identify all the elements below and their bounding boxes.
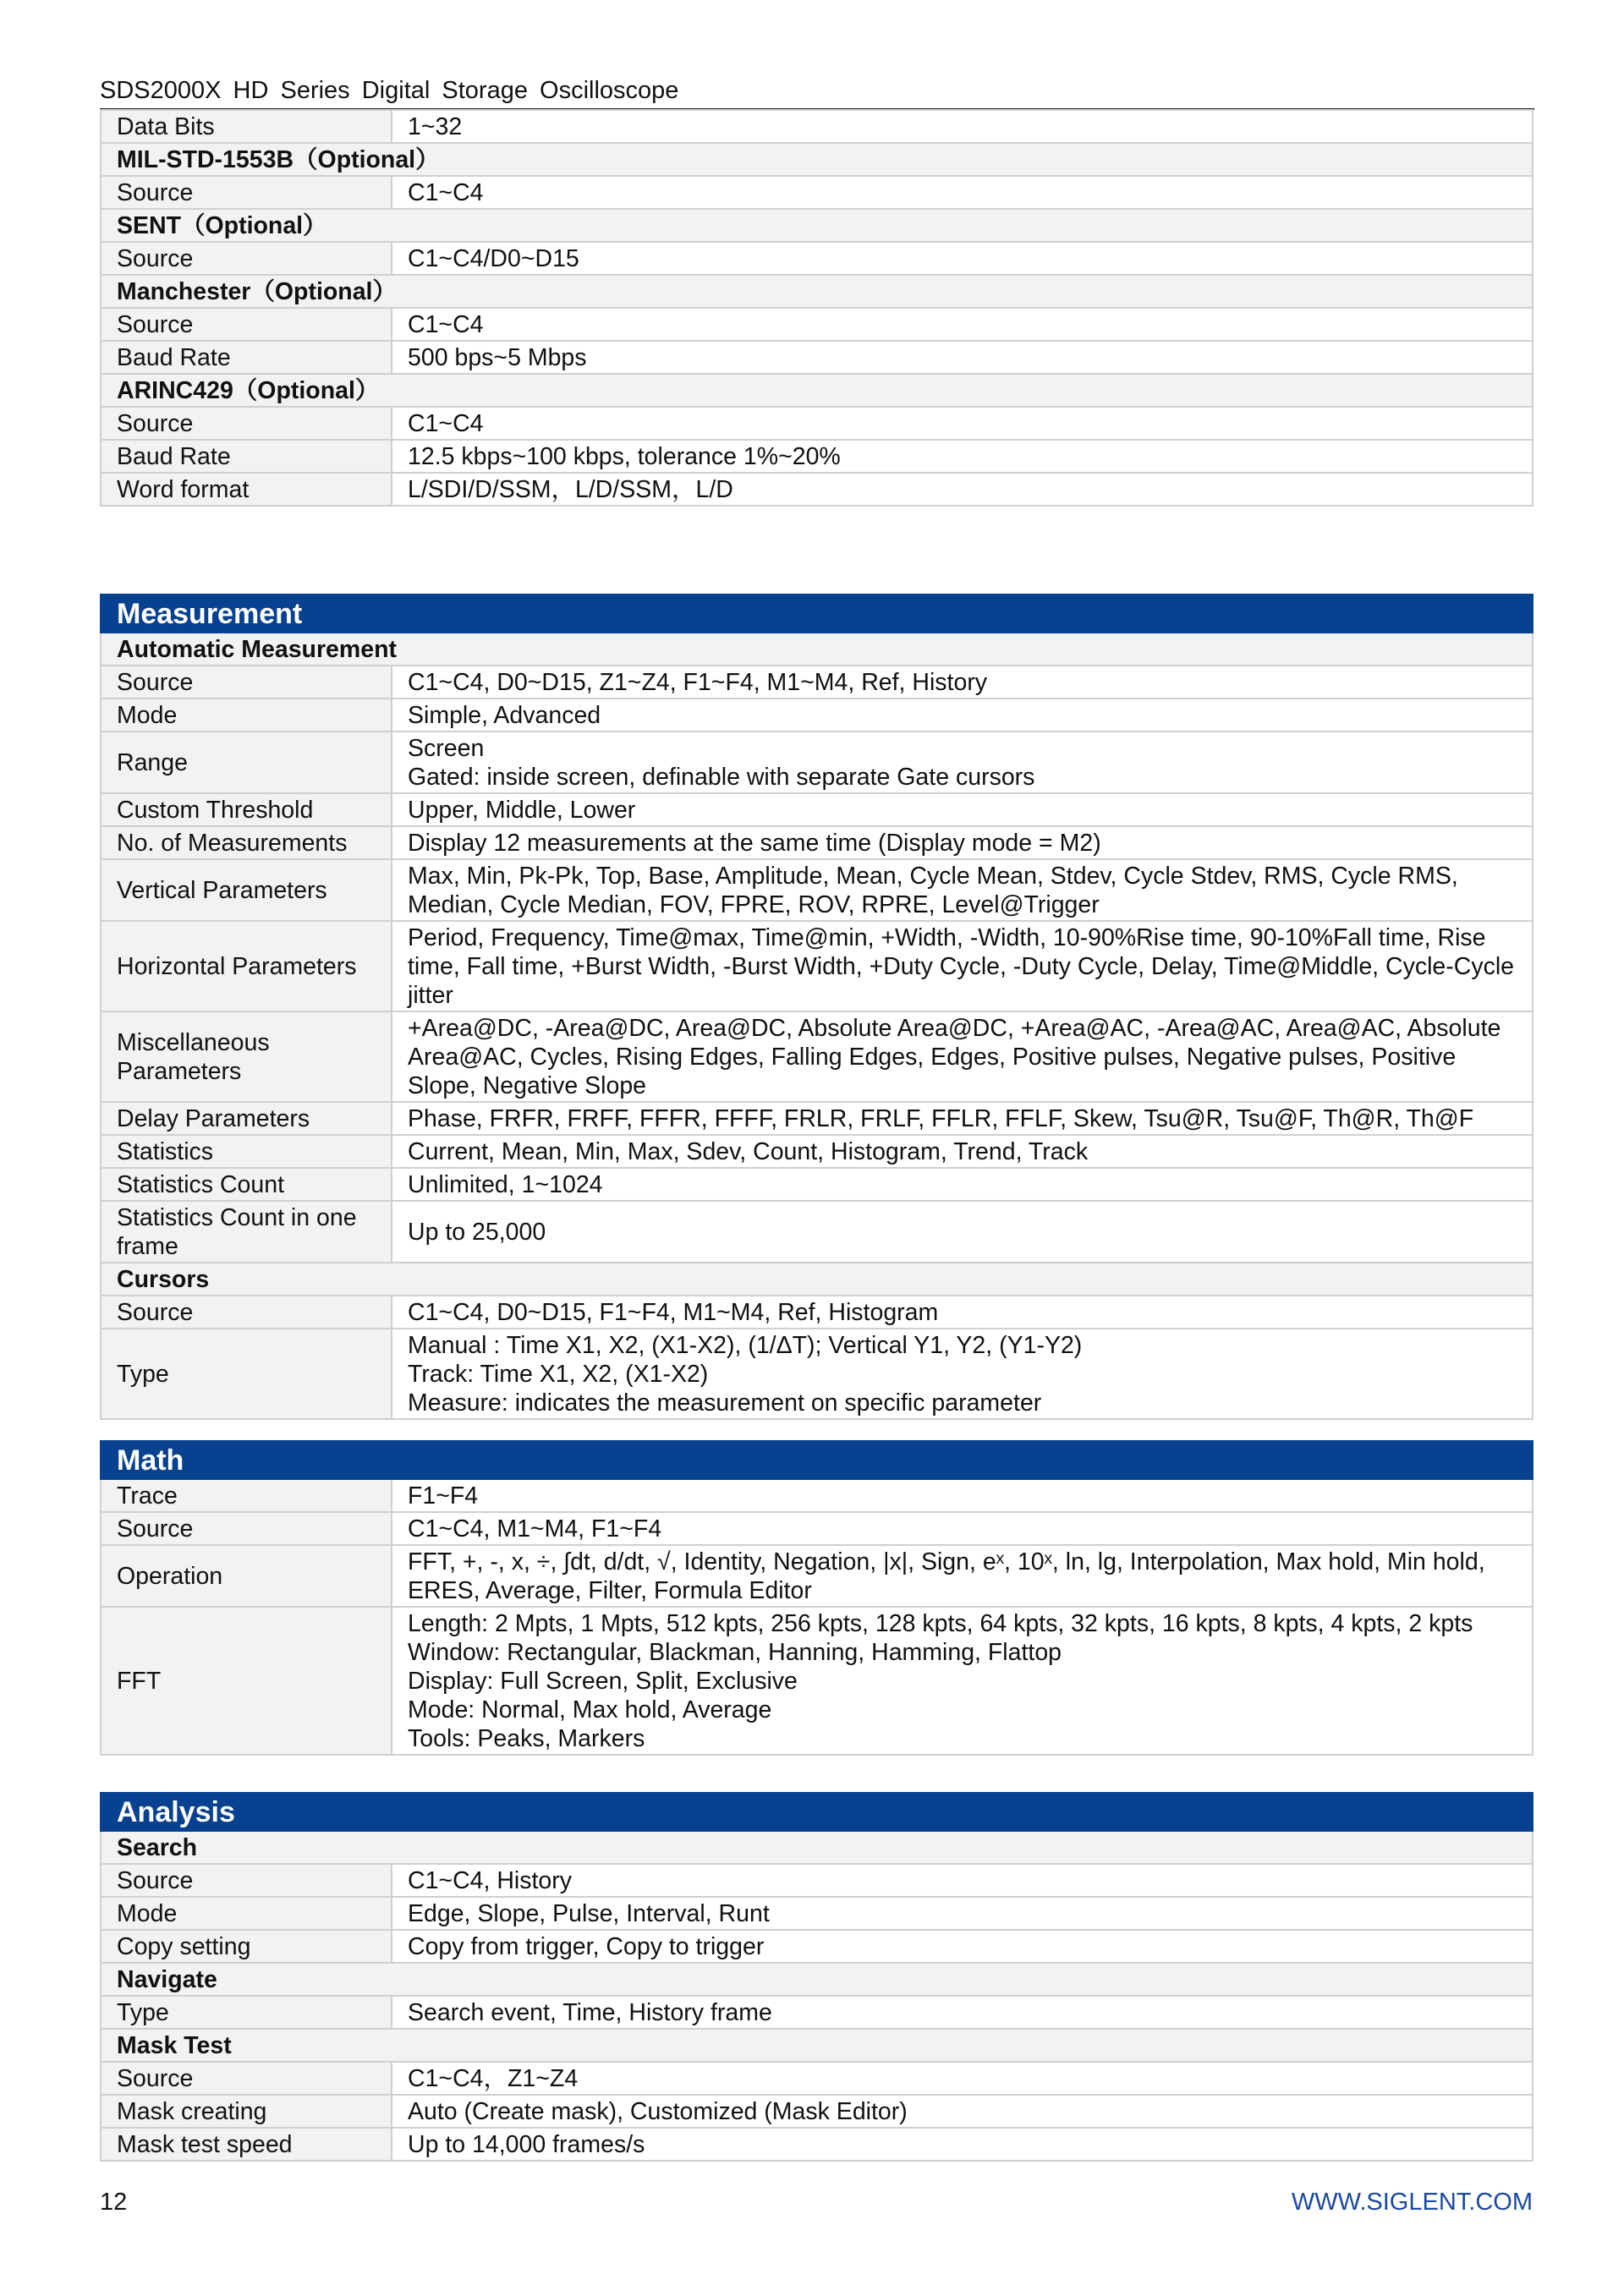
- spec-row: [101, 407, 1533, 440]
- spec-value: C1~C4, D0~D15, Z1~Z4, F1~F4, M1~M4, Ref, History: [392, 666, 1533, 699]
- section-header: [101, 595, 1533, 633]
- spec-value: Upper, Middle, Lower: [392, 793, 1533, 826]
- section-header: [101, 1441, 1533, 1479]
- spec-value: Display 12 measurements at the same time (Display mode = M2): [392, 826, 1533, 859]
- spec-row: [101, 1329, 1533, 1419]
- spec-value: FFT, +, -, x, ÷, ∫dt, d/dt, √, Identity, Negation, |x|, Sign, eˣ, 10ˣ, ln, lg, Interpolation, Max hold, Min hold, ERES, Average, Filter, Formula Editor: [392, 1545, 1533, 1607]
- subsection-title: Navigate: [101, 1963, 1533, 1996]
- spec-row: [101, 826, 1533, 859]
- spec-value: Copy from trigger, Copy to trigger: [392, 1930, 1533, 1963]
- spec-label: Operation: [101, 1545, 392, 1607]
- subsection-header: [101, 1963, 1533, 1996]
- spec-label: Range: [101, 732, 392, 793]
- section-header: [101, 1793, 1533, 1831]
- spec-label: Word format: [101, 473, 392, 506]
- spec-value: 500 bps~5 Mbps: [392, 341, 1533, 374]
- spec-value: Search event, Time, History frame: [392, 1996, 1533, 2029]
- spec-label: Source: [101, 1864, 392, 1897]
- spec-row: [101, 1296, 1533, 1329]
- spec-label: Source: [101, 407, 392, 440]
- subsection-header: [101, 633, 1533, 666]
- spec-row: [101, 2062, 1533, 2095]
- spec-label: Mode: [101, 1897, 392, 1930]
- spec-label: Mask creating: [101, 2095, 392, 2128]
- spec-row: [101, 1011, 1533, 1102]
- spec-label: Mode: [101, 699, 392, 732]
- spec-value: C1~C4, History: [392, 1864, 1533, 1897]
- spec-value: C1~C4/D0~D15: [392, 242, 1533, 275]
- spec-row: [101, 1930, 1533, 1963]
- spec-row: [101, 921, 1533, 1011]
- subsection-title: Automatic Measurement: [101, 633, 1533, 666]
- spec-label: Data Bits: [101, 110, 392, 143]
- spec-label: Source: [101, 1512, 392, 1545]
- spec-row: [101, 1168, 1533, 1201]
- spec-label: FFT: [101, 1607, 392, 1755]
- subsection-title: Manchester（Optional）: [101, 275, 1533, 308]
- spec-value: +Area@DC, -Area@DC, Area@DC, Absolute Area@DC, +Area@AC, -Area@AC, Area@AC, Absolute Area@AC, Cycles, Rising Edges, Falling Edges, Edges, Positive pulses, Negative pulses, Positive Slope, Negative Slope: [392, 1011, 1533, 1102]
- spec-value: Current, Mean, Min, Max, Sdev, Count, Histogram, Trend, Track: [392, 1135, 1533, 1168]
- spec-row: [101, 1102, 1533, 1135]
- spec-label: Statistics: [101, 1135, 392, 1168]
- spec-label: Trace: [101, 1479, 392, 1512]
- spec-row: [101, 1135, 1533, 1168]
- subsection-header: [101, 374, 1533, 407]
- spec-label: Source: [101, 242, 392, 275]
- page-number: 12: [100, 2189, 128, 2216]
- spec-label: Miscellaneous Parameters: [101, 1011, 392, 1102]
- subsection-title: MIL-STD-1553B（Optional）: [101, 143, 1533, 176]
- spec-row: [101, 859, 1533, 921]
- subsection-header: [101, 1263, 1533, 1296]
- spec-row: [101, 1607, 1533, 1755]
- spec-value: C1~C4, D0~D15, F1~F4, M1~M4, Ref, Histogram: [392, 1296, 1533, 1329]
- spec-row: [101, 1864, 1533, 1897]
- spec-label: Source: [101, 666, 392, 699]
- spec-row: [101, 308, 1533, 341]
- spec-value: L/SDI/D/SSM，L/D/SSM，L/D: [392, 473, 1533, 506]
- measurement-spec-table: [100, 594, 1533, 1420]
- subsection-header: [101, 1831, 1533, 1864]
- subsection-title: Search: [101, 1831, 1533, 1864]
- spec-value: Edge, Slope, Pulse, Interval, Runt: [392, 1897, 1533, 1930]
- spec-row: [101, 2095, 1533, 2128]
- spec-value: Auto (Create mask), Customized (Mask Editor): [392, 2095, 1533, 2128]
- spec-value: Unlimited, 1~1024: [392, 1168, 1533, 1201]
- spec-label: Horizontal Parameters: [101, 921, 392, 1011]
- protocol-spec-table: [100, 109, 1533, 507]
- spec-row: [101, 473, 1533, 506]
- spec-label: Copy setting: [101, 1930, 392, 1963]
- spec-row: [101, 440, 1533, 473]
- analysis-spec-table: [100, 1792, 1533, 2162]
- subsection-header: [101, 275, 1533, 308]
- spec-label: Vertical Parameters: [101, 859, 392, 921]
- spec-value: F1~F4: [392, 1479, 1533, 1512]
- spec-row: [101, 1201, 1533, 1263]
- spec-row: [101, 176, 1533, 209]
- spec-value: C1~C4: [392, 176, 1533, 209]
- spec-row: [101, 110, 1533, 143]
- website-link[interactable]: WWW.SIGLENT.COM: [1291, 2189, 1533, 2216]
- spec-row: [101, 793, 1533, 826]
- page-header: SDS2000X HD Series Digital Storage Oscilloscope: [100, 71, 1534, 110]
- spec-row: [101, 2128, 1533, 2161]
- spec-value: Simple, Advanced: [392, 699, 1533, 732]
- spec-row: [101, 1996, 1533, 2029]
- spec-value: Phase, FRFR, FRFF, FFFR, FFFF, FRLR, FRLF, FFLR, FFLF, Skew, Tsu@R, Tsu@F, Th@R, Th@F: [392, 1102, 1533, 1135]
- spec-value: Length: 2 Mpts, 1 Mpts, 512 kpts, 256 kpts, 128 kpts, 64 kpts, 32 kpts, 16 kpts, 8 kpts, 4 kpts, 2 kpts Window: Rectangular, Blackman, Hanning, Hamming, Flattop Display: Full Screen, Split, Exclusive Mode: Normal, Max hold, Average Tools: Peaks, Markers: [392, 1607, 1533, 1755]
- subsection-title: Cursors: [101, 1263, 1533, 1296]
- spec-label: Statistics Count in one frame: [101, 1201, 392, 1263]
- subsection-title: SENT（Optional）: [101, 209, 1533, 242]
- spec-value: 12.5 kbps~100 kbps, tolerance 1%~20%: [392, 440, 1533, 473]
- spec-label: Source: [101, 1296, 392, 1329]
- spec-value: C1~C4，Z1~Z4: [392, 2062, 1533, 2095]
- spec-label: Source: [101, 176, 392, 209]
- subsection-title: Mask Test: [101, 2029, 1533, 2062]
- spec-label: No. of Measurements: [101, 826, 392, 859]
- spec-label: Source: [101, 308, 392, 341]
- spec-value: C1~C4, M1~M4, F1~F4: [392, 1512, 1533, 1545]
- math-spec-table: [100, 1440, 1533, 1756]
- spec-value: Max, Min, Pk-Pk, Top, Base, Amplitude, Mean, Cycle Mean, Stdev, Cycle Stdev, RMS, Cycle RMS, Median, Cycle Median, FOV, FPRE, ROV, RPRE, Level@Trigger: [392, 859, 1533, 921]
- section-title: Measurement: [101, 595, 1533, 633]
- spec-label: Mask test speed: [101, 2128, 392, 2161]
- spec-row: [101, 732, 1533, 793]
- spec-label: Baud Rate: [101, 440, 392, 473]
- spec-row: [101, 1897, 1533, 1930]
- spec-value: Up to 25,000: [392, 1201, 1533, 1263]
- spec-row: [101, 1512, 1533, 1545]
- spec-label: Delay Parameters: [101, 1102, 392, 1135]
- spec-value: 1~32: [392, 110, 1533, 143]
- section-title: Math: [101, 1441, 1533, 1479]
- subsection-header: [101, 209, 1533, 242]
- spec-row: [101, 1479, 1533, 1512]
- subsection-header: [101, 143, 1533, 176]
- spec-label: Type: [101, 1329, 392, 1419]
- spec-value: C1~C4: [392, 308, 1533, 341]
- spec-row: [101, 699, 1533, 732]
- spec-value: C1~C4: [392, 407, 1533, 440]
- spec-label: Type: [101, 1996, 392, 2029]
- subsection-title: ARINC429（Optional）: [101, 374, 1533, 407]
- spec-row: [101, 666, 1533, 699]
- spec-value: Period, Frequency, Time@max, Time@min, +Width, -Width, 10-90%Rise time, 90-10%Fall time, Rise time, Fall time, +Burst Width, -Burst Width, +Duty Cycle, -Duty Cycle, Delay, Time@Middle, Cycle-Cycle jitter: [392, 921, 1533, 1011]
- section-title: Analysis: [101, 1793, 1533, 1831]
- spec-value: Screen Gated: inside screen, definable with separate Gate cursors: [392, 732, 1533, 793]
- subsection-header: [101, 2029, 1533, 2062]
- spec-label: Source: [101, 2062, 392, 2095]
- spec-row: [101, 1545, 1533, 1607]
- spec-row: [101, 341, 1533, 374]
- spec-label: Statistics Count: [101, 1168, 392, 1201]
- spec-row: [101, 242, 1533, 275]
- spec-label: Custom Threshold: [101, 793, 392, 826]
- spec-label: Baud Rate: [101, 341, 392, 374]
- spec-value: Manual : Time X1, X2, (X1-X2), (1/ΔT); Vertical Y1, Y2, (Y1-Y2) Track: Time X1, X2, (X1-X2) Measure: indicates the measurement on specific parameter: [392, 1329, 1533, 1419]
- spec-value: Up to 14,000 frames/s: [392, 2128, 1533, 2161]
